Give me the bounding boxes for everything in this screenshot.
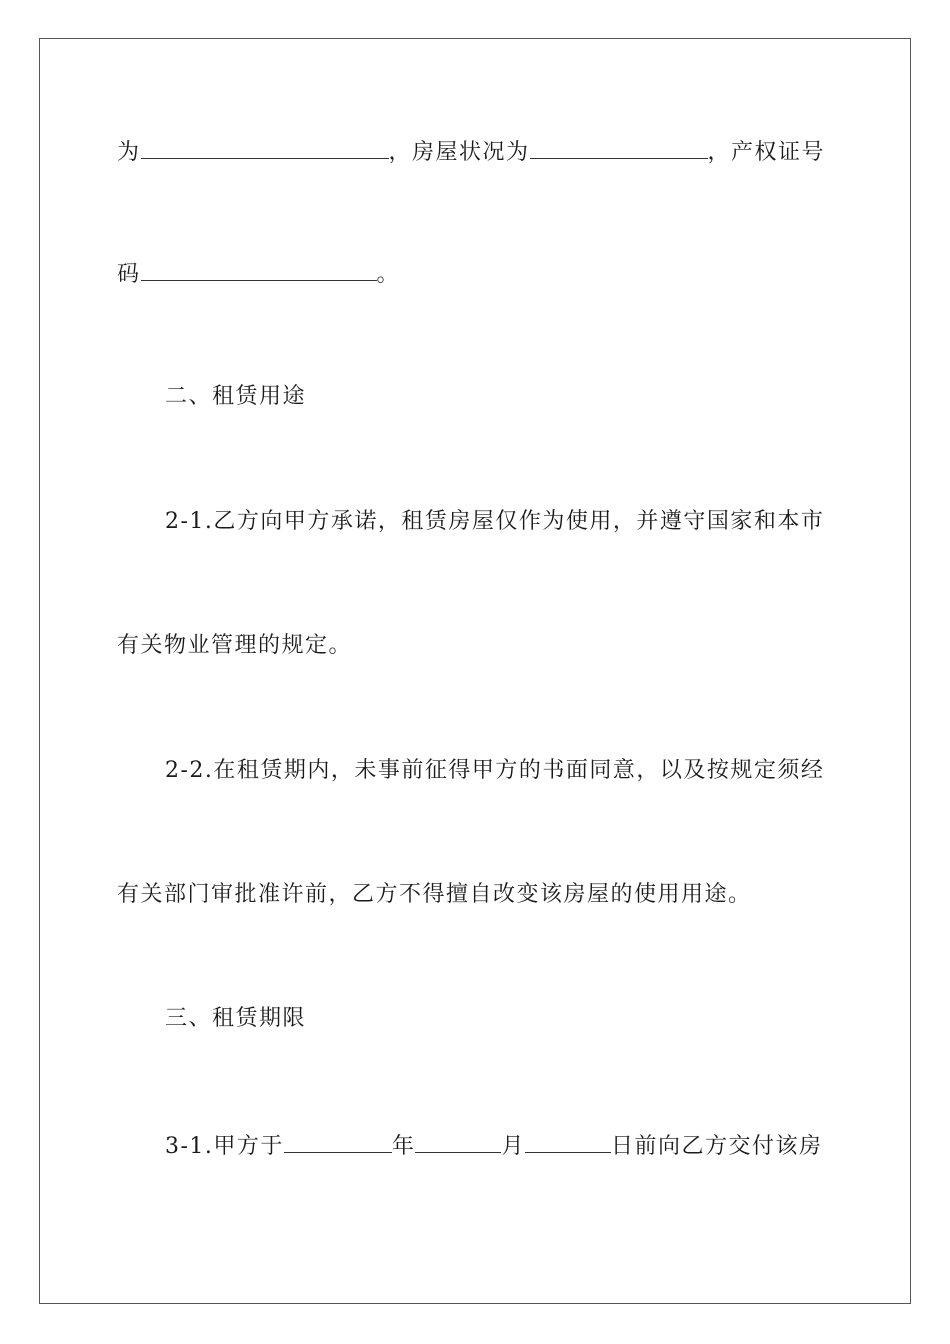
text-segment: 。: [376, 262, 401, 287]
text-segment: ，房屋状况为: [388, 140, 530, 165]
clause-2-1-line-1: 2-1.乙方向甲方承诺，租赁房屋仅作为使用，并遵守国家和本市: [165, 509, 825, 534]
text-segment: 码: [117, 262, 141, 287]
text-line-1: [117, 136, 837, 168]
text-segment: 月: [501, 1134, 525, 1159]
text-line-2: [117, 258, 837, 290]
text-segment: 日前向乙方交付该房: [610, 1134, 823, 1159]
clause-3-1-line-1: [165, 1130, 837, 1162]
clause-2-2-line-1: 2-2.在租赁期内，未事前征得甲方的书面同意，以及按规定须经: [165, 758, 825, 783]
text-segment: ，产权证号: [707, 140, 826, 165]
year-blank[interactable]: [284, 1130, 392, 1153]
page-frame: [39, 38, 911, 1304]
text-segment: 年: [391, 1134, 416, 1159]
text-segment: 为: [117, 140, 141, 165]
clause-2-2-line-2: 有关部门审批准许前，乙方不得擅自改变该房屋的使用用途。: [117, 882, 752, 907]
section-2-heading: 二、租赁用途: [165, 384, 307, 409]
day-blank[interactable]: [525, 1130, 611, 1153]
text-segment: 3-1.甲方于: [165, 1134, 284, 1159]
month-blank[interactable]: [415, 1130, 501, 1153]
fill-blank[interactable]: [141, 136, 389, 159]
section-3-heading: 三、租赁期限: [165, 1006, 307, 1031]
fill-blank[interactable]: [141, 258, 377, 281]
clause-2-1-line-2: 有关物业管理的规定。: [117, 633, 353, 658]
fill-blank[interactable]: [530, 136, 708, 159]
